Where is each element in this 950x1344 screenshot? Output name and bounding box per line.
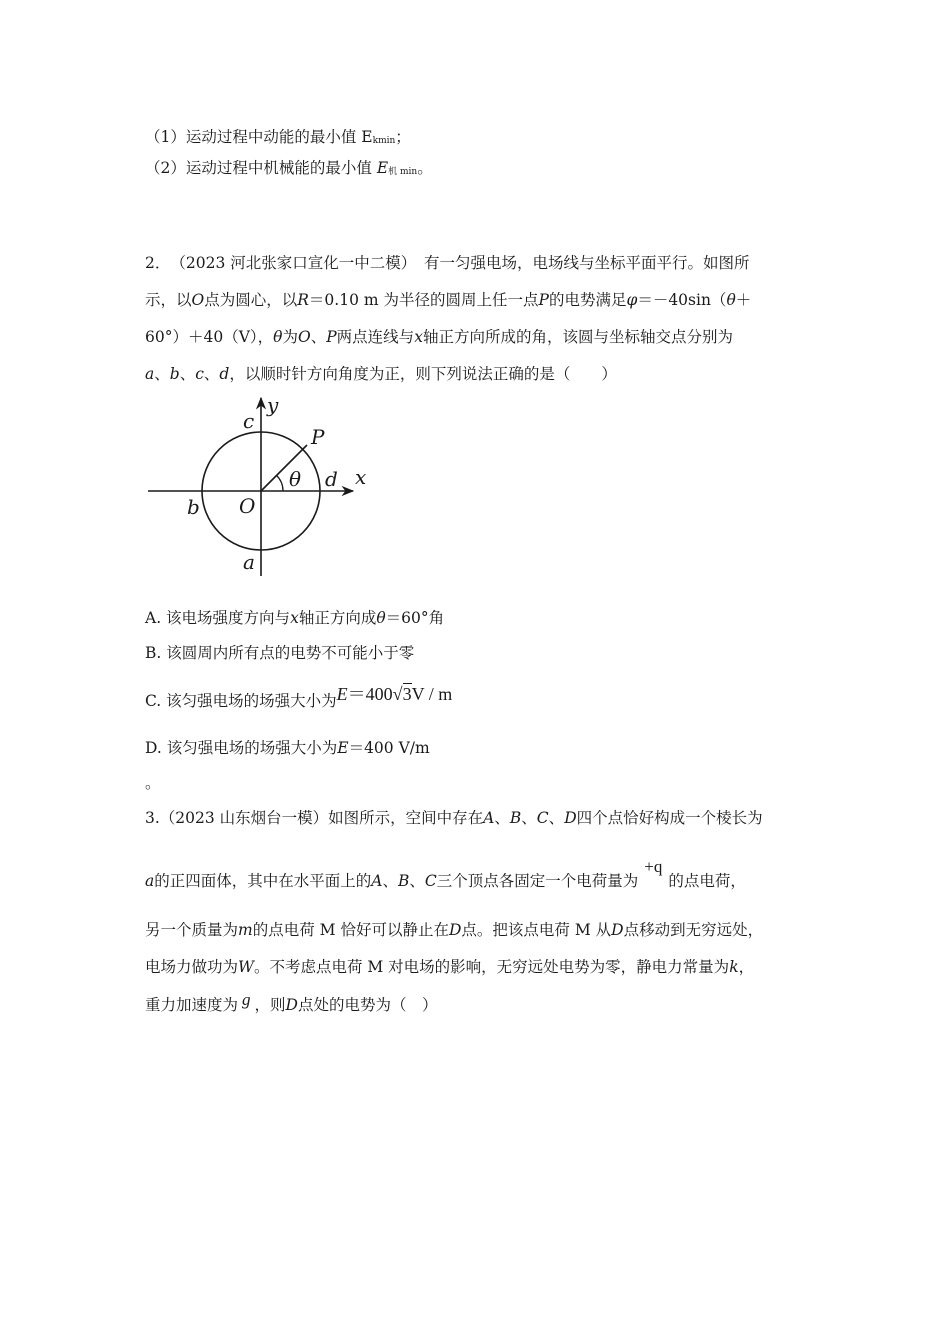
g-formula: g <box>242 990 251 1009</box>
q1-part2: （2）运动过程中机械能的最小值 E机 min。 <box>145 159 433 177</box>
sqrt-sign: √ <box>392 684 403 704</box>
q3-line4: 电场力做功为W。不考虑点电荷 M 对电场的影响，无穷远处电势为零，静电力常量为k， <box>145 958 755 976</box>
q2-option-d: D. 该匀强电场的场强大小为E＝400 V/m <box>145 739 430 757</box>
plus-q-formula: +q <box>644 857 663 876</box>
theta-arc <box>277 475 283 491</box>
label-a: a <box>243 550 255 574</box>
q3-line5: 重力加速度为 g ，则D点处的电势为（ ） <box>145 990 438 1014</box>
q2-option-a: A. 该电场强度方向与x轴正方向成θ＝60°角 <box>145 609 445 627</box>
label-b: b <box>187 495 200 519</box>
label-d: d <box>325 467 338 491</box>
label-c: c <box>243 409 255 433</box>
q1-part1: （1）运动过程中动能的最小值 Ekmin； <box>145 128 411 146</box>
circle-axes-figure <box>145 392 375 577</box>
label-x: x <box>355 465 367 489</box>
label-y: y <box>267 393 279 417</box>
q2-option-b: B. 该圆周内所有点的电势不可能小于零 <box>145 644 415 662</box>
label-P: P <box>311 425 325 449</box>
q2-line1: 2． （2023 河北张家口宣化一中二模） 有一匀强电场，电场线与坐标平面平行。如图所 <box>145 254 750 272</box>
q2-line2: 示，以O点为圆心，以R＝0.10 m 为半径的圆周上任一点P的电势满足φ＝－40sin（θ＋ <box>145 291 752 309</box>
q3-line3: 另一个质量为m的点电荷 M 恰好可以静止在D点。把该点电荷 M 从D点移动到无穷远处， <box>145 921 764 939</box>
option-c-formula: E＝400√3V / m <box>336 684 453 704</box>
q3-line2: a的正四面体，其中在水平面上的A、B、C三个顶点各固定一个电荷量为+q的点电荷， <box>145 857 746 890</box>
q2-line3: 60°）＋40（V），θ为O、P两点连线与x轴正方向所成的角，该圆与坐标轴交点分别为 <box>145 328 733 346</box>
q2-option-c: C. 该匀强电场的场强大小为E＝400√3V / m <box>145 684 453 710</box>
circle-axes-svg <box>145 392 375 577</box>
q2-trailing-period: 。 <box>145 774 161 792</box>
q2-line4: a、b、c、d，以顺时针方向角度为正，则下列说法正确的是（ ） <box>145 365 617 383</box>
q3-line1: 3.（2023 山东烟台一模）如图所示，空间中存在A、B、C、D四个点恰好构成一个棱长为 <box>145 809 763 827</box>
label-theta: θ <box>289 467 302 491</box>
label-O: O <box>239 494 256 518</box>
